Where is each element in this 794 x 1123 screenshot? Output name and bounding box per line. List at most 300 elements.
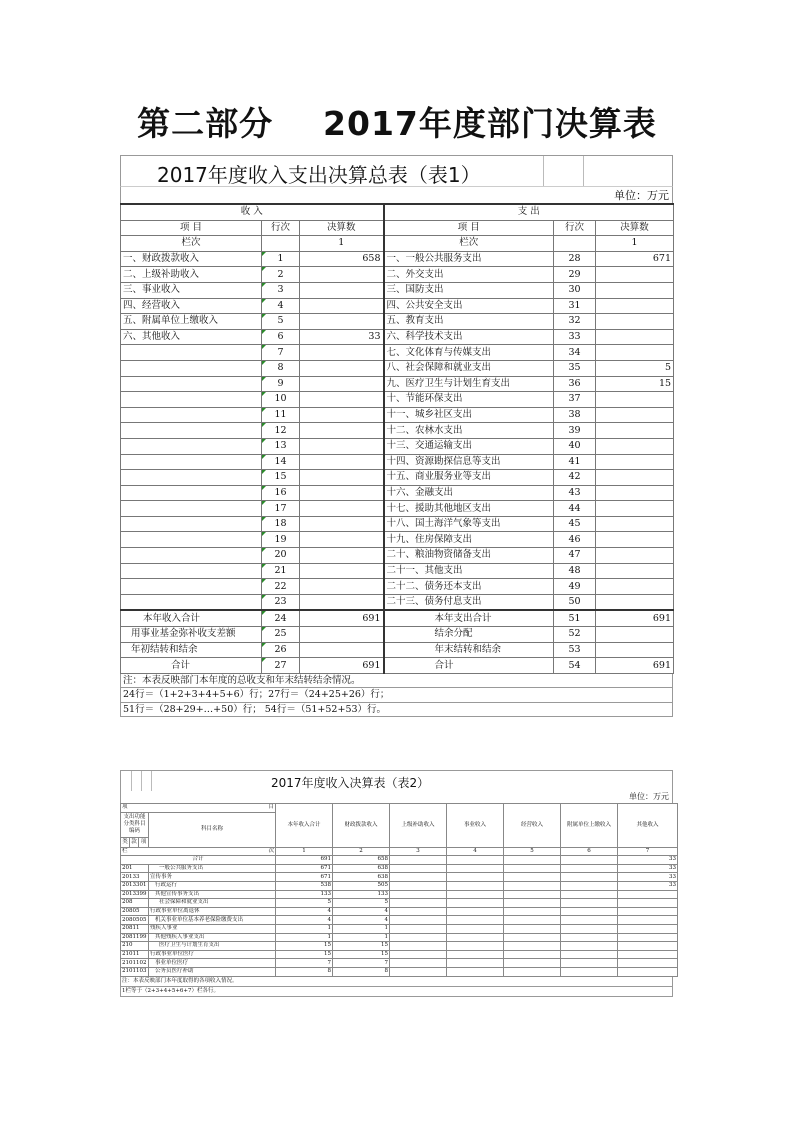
expense-item-header: 项 目 [384,220,554,236]
table2-row-value [618,899,678,908]
income-line-no: 16 [262,485,300,501]
income-amount [300,454,384,470]
summary-income-amount: 691 [300,610,384,626]
income-line-no: 7 [262,345,300,361]
income-item [121,360,262,376]
table2-row-value [561,959,618,968]
expense-item: 十二、农林水支出 [384,423,554,439]
table2-row-value: 15 [276,950,333,959]
expense-item: 十、节能环保支出 [384,392,554,408]
expense-item: 八、社会保障和就业支出 [384,360,554,376]
table2-row-name: 机关事业单位基本养老保险缴费支出 [149,916,276,925]
table2-row-value [390,916,447,925]
table2-row-value [390,924,447,933]
expense-item: 十五、商业服务业等支出 [384,470,554,486]
income-item [121,407,262,423]
table2-row-name: 医疗卫生与计划生育支出 [149,942,276,951]
table2-row-value: 4 [276,907,333,916]
income-amount [300,594,384,610]
income-line-no: 2 [262,267,300,283]
expense-amount-header: 决算数 [596,220,674,236]
expense-amount [596,438,674,454]
income-line-no: 11 [262,407,300,423]
table2-row-value: 5 [276,899,333,908]
table-row [121,454,674,470]
table2-row-value: 33 [618,864,678,873]
table2-row-value: 4 [333,907,390,916]
table2-row-value [390,933,447,942]
table2-total-value: 33 [618,856,678,865]
income-amount [300,516,384,532]
expense-amount [596,532,674,548]
table2-row-name: 行政事业单位离退休 [149,907,276,916]
expense-line-no: 43 [554,485,596,501]
income-line-no: 3 [262,282,300,298]
expense-line-no: 40 [554,438,596,454]
income-line-no: 5 [262,314,300,330]
expense-item: 十一、城乡社区支出 [384,407,554,423]
table2-row-value [561,907,618,916]
summary-income-line: 27 [262,658,300,674]
income-line-no: 10 [262,392,300,408]
income-item [121,470,262,486]
income-amount: 33 [300,329,384,345]
table2-row [121,899,678,908]
table2-row-value [504,942,561,951]
table2-row-code: 2081199 [122,933,147,940]
table2-row-value [561,950,618,959]
expense-line-no: 47 [554,548,596,564]
income-line-no: 1 [262,251,300,267]
table2-row-code: 2013301 [122,882,147,889]
summary-income-item: 合计 [121,658,262,674]
table-row [121,329,674,345]
expense-line-no: 33 [554,329,596,345]
table2-row-value [447,924,504,933]
table2-row [121,890,678,899]
table2-row-value: 8 [276,967,333,976]
table2-total-row [121,856,678,865]
table2-total-value: 691 [276,856,333,865]
table2-row [121,881,678,890]
summary-income-amount [300,642,384,658]
table2-row-value [447,942,504,951]
income-line-no: 12 [262,423,300,439]
table2-row-value [447,933,504,942]
table2-col-number: 1 [276,847,333,856]
table2-row-value: 8 [333,967,390,976]
table2-row-value [504,881,561,890]
table2-row-code: 210 [121,942,149,951]
expense-line-no: 35 [554,360,596,376]
summary-expense-amount: 691 [596,658,674,674]
table2-col-header: 本年收入合计 [276,804,333,848]
table-row [121,594,674,610]
income-line-no: 4 [262,298,300,314]
expense-line-no: 50 [554,594,596,610]
expense-amount [596,548,674,564]
table-row [121,470,674,486]
table1-notes [120,674,673,718]
expense-item: 一、一般公共服务支出 [384,251,554,267]
table2-row-value: 7 [276,959,333,968]
table2-title-bar [120,770,673,791]
table2-col-header: 事业收入 [447,804,504,848]
table2-row-value: 671 [276,864,333,873]
table2-row-value [504,959,561,968]
expense-amount [596,563,674,579]
table2-row-code: 21011 [121,950,149,959]
income-line-no: 20 [262,548,300,564]
income-amount [300,563,384,579]
income-detail-table [120,770,677,997]
expense-line-no: 48 [554,563,596,579]
table2-row-value [447,907,504,916]
expense-line-no: 44 [554,501,596,517]
expense-line-no: 31 [554,298,596,314]
expense-lanci-line [554,236,596,252]
expense-amount [596,392,674,408]
income-item: 六、其他收入 [121,329,262,345]
summary-row [121,642,674,658]
expense-item: 二十、粮油物资储备支出 [384,548,554,564]
table2-row-code: 2080505 [122,916,147,923]
table2-row-value [390,873,447,882]
table2-col-number: 2 [333,847,390,856]
income-line-no: 18 [262,516,300,532]
expense-lanci-label: 栏次 [384,236,554,252]
table2-row-value [561,967,618,976]
table2-lanci-label-right: 次 [268,847,275,854]
income-amount [300,407,384,423]
table-row [121,345,674,361]
table2-row-value [447,864,504,873]
expense-item: 七、文化体育与传媒支出 [384,345,554,361]
table2-row-value [504,950,561,959]
table2-row-code: 208 [121,899,149,908]
table2-row [121,873,678,882]
income-amount [300,485,384,501]
table2-row-value: 33 [618,873,678,882]
summary-expense-line: 51 [554,610,596,626]
table2-total-value [561,856,618,865]
income-lanci-label: 栏次 [121,236,262,252]
table2-row-value [618,924,678,933]
table-row [121,532,674,548]
income-amount [300,579,384,595]
income-item [121,548,262,564]
table2-row-value: 638 [333,873,390,882]
table2-row-value [504,890,561,899]
expense-amount: 671 [596,251,674,267]
income-line-no: 21 [262,563,300,579]
table2-col-number: 5 [504,847,561,856]
expense-line-no: 29 [554,267,596,283]
income-item [121,501,262,517]
expense-item: 十九、住房保障支出 [384,532,554,548]
income-line-no: 23 [262,594,300,610]
expense-lanci-value: 1 [596,236,674,252]
income-line-no: 22 [262,579,300,595]
table2-row-value [561,873,618,882]
table2-row-value [561,881,618,890]
table2-row-value [561,942,618,951]
table2-row-value: 15 [333,942,390,951]
table2-row-value: 1 [333,933,390,942]
income-item [121,594,262,610]
table2-row [121,950,678,959]
table2-row-value [390,899,447,908]
income-line-no: 19 [262,532,300,548]
income-item [121,376,262,392]
expense-item: 十七、援助其他地区支出 [384,501,554,517]
income-line-no: 6 [262,329,300,345]
summary-income-amount [300,627,384,643]
table2-row-name: 事业单位医疗 [149,959,276,968]
income-amount [300,376,384,392]
income-item [121,423,262,439]
table1-grid [120,203,674,674]
table2-row [121,959,678,968]
table2-unit: 单位：万元 [629,792,669,801]
income-amount [300,470,384,486]
page-title: 第二部分 2017年度部门决算表 [137,104,657,143]
table2-row-code: 2013399 [122,890,147,897]
table2-row-value [561,916,618,925]
table2-note-line: 1栏等于（2+3+4+5+6+7）栏各行。 [120,987,673,997]
table2-row-code: 20805 [121,907,149,916]
income-item: 四、经营收入 [121,298,262,314]
table2-row-name: 行政运行 [149,881,276,890]
table2-title: 2017年度收入决算表（表2） [271,776,430,790]
income-item [121,579,262,595]
expense-line-header: 行次 [554,220,596,236]
expense-line-no: 34 [554,345,596,361]
expense-item: 十八、国土海洋气象等支出 [384,516,554,532]
table2-row-value [390,942,447,951]
table2-col-header: 上级补助收入 [390,804,447,848]
table2-row-value [447,890,504,899]
table2-lanci-row [121,847,276,856]
table2-row-name: 宣传事务 [149,873,276,882]
table2-total-value [390,856,447,865]
expense-item: 二十二、债务还本支出 [384,579,554,595]
table2-total-value [504,856,561,865]
table2-row-value: 505 [333,881,390,890]
table2-row-value [504,907,561,916]
expense-amount [596,594,674,610]
income-item [121,345,262,361]
income-amount [300,423,384,439]
table2-row-value [504,873,561,882]
table2-code-header: 支出功能分类科目编码 [121,812,149,837]
table2-row [121,916,678,925]
income-line-no: 14 [262,454,300,470]
expense-line-no: 32 [554,314,596,330]
table-row [121,376,674,392]
expense-amount [596,407,674,423]
table-row [121,579,674,595]
table2-unit-row [120,791,673,803]
expense-item: 九、医疗卫生与计划生育支出 [384,376,554,392]
table2-row-value [504,924,561,933]
table2-col-number: 4 [447,847,504,856]
table2-row-value: 133 [333,890,390,899]
income-item: 三、事业收入 [121,282,262,298]
table2-row [121,942,678,951]
expense-line-no: 49 [554,579,596,595]
table2-col-header: 财政拨款收入 [333,804,390,848]
table2-row-code: 20811 [121,924,149,933]
expense-amount [596,579,674,595]
summary-expense-line: 53 [554,642,596,658]
table2-row [121,967,678,976]
table2-row-value [390,907,447,916]
table2-row-value: 15 [333,950,390,959]
income-amount [300,314,384,330]
table2-row-value: 5 [333,899,390,908]
income-line-no: 15 [262,470,300,486]
table2-row-value [390,950,447,959]
income-amount [300,438,384,454]
table2-row-value [447,899,504,908]
table2-row-value [447,916,504,925]
table2-row [121,907,678,916]
expense-amount [596,345,674,361]
table-row [121,516,674,532]
table2-row-value [618,959,678,968]
expense-amount: 15 [596,376,674,392]
table2-row-value [618,890,678,899]
expense-line-no: 46 [554,532,596,548]
expense-line-no: 36 [554,376,596,392]
summary-expense-amount: 691 [596,610,674,626]
expense-amount: 5 [596,360,674,376]
summary-income-amount: 691 [300,658,384,674]
table-row [121,392,674,408]
table2-row-value: 133 [276,890,333,899]
income-item-header: 项 目 [121,220,262,236]
table1-unit-row [120,186,673,203]
expense-line-no: 30 [554,282,596,298]
table1-note-line: 24行＝（1+2+3+4+5+6）行；27行＝（24+25+26）行； [120,688,673,703]
income-item: 一、财政拨款收入 [121,251,262,267]
table2-class-header: 类 [121,838,130,848]
expense-amount [596,454,674,470]
table-row [121,501,674,517]
table2-row-value [504,916,561,925]
expense-line-no: 37 [554,392,596,408]
income-amount [300,501,384,517]
income-item [121,516,262,532]
table1-unit: 单位：万元 [614,189,669,202]
expense-amount [596,423,674,439]
summary-income-item: 用事业基金弥补收支差额 [121,627,262,643]
income-section-header: 收 入 [121,204,384,220]
expense-section-header: 支 出 [384,204,674,220]
table2-row-value [561,924,618,933]
table2-row-value [390,881,447,890]
expense-item: 四、公共安全支出 [384,298,554,314]
table2-row-code: 2101103 [122,968,147,975]
table2-row-label-right: 目 [268,804,275,811]
summary-income-line: 25 [262,627,300,643]
expense-amount [596,267,674,283]
table-row [121,267,674,283]
table2-row-value [447,950,504,959]
summary-expense-item: 结余分配 [384,627,554,643]
expense-amount [596,329,674,345]
table2-row-value [618,916,678,925]
summary-expense-item: 合计 [384,658,554,674]
expense-item: 六、科学技术支出 [384,329,554,345]
income-item [121,454,262,470]
table2-row-value: 4 [333,916,390,925]
table2-row-value [447,881,504,890]
table1-title: 2017年度收入支出决算总表（表1） [157,163,481,187]
expense-item: 二、外交支出 [384,267,554,283]
table2-row-value [561,933,618,942]
table2-lanci-label: 栏 [122,847,128,854]
summary-income-item: 本年收入合计 [121,610,262,626]
table2-row-code: 201 [121,864,149,873]
table2-col-header: 经营收入 [504,804,561,848]
table-row [121,548,674,564]
income-amount [300,360,384,376]
table2-row-value [504,899,561,908]
table2-row-value [390,864,447,873]
table2-grid [120,803,678,977]
expense-item: 三、国防支出 [384,282,554,298]
summary-expense-item: 年末结转和结余 [384,642,554,658]
table2-row-name: 一般公共服务支出 [149,864,276,873]
table2-row-value: 538 [276,881,333,890]
table1-note-line: 51行＝（28+29+…+50）行； 54行＝（51+52+53）行。 [120,703,673,718]
table2-row-value [561,864,618,873]
income-amount [300,345,384,361]
income-line-no: 8 [262,360,300,376]
summary-expense-amount [596,627,674,643]
income-amount [300,532,384,548]
expense-amount [596,282,674,298]
income-lanci-line [262,236,300,252]
summary-expense-line: 52 [554,627,596,643]
table2-row-value: 638 [333,864,390,873]
income-item [121,563,262,579]
income-line-no: 13 [262,438,300,454]
table2-row [121,924,678,933]
table2-row-code: 2101102 [122,959,147,966]
income-item [121,532,262,548]
table2-item-label-row [121,804,276,813]
table-row [121,407,674,423]
table2-row-name: 社会保障和就业支出 [149,899,276,908]
table2-row-name: 行政事业单位医疗 [149,950,276,959]
table2-row-value: 1 [276,933,333,942]
table-row [121,282,674,298]
table2-row-value: 1 [276,924,333,933]
table2-total-label: 合计 [121,856,276,865]
income-amount [300,282,384,298]
summary-income-line: 26 [262,642,300,658]
table2-total-value [447,856,504,865]
table2-row-value [618,907,678,916]
table2-total-value: 658 [333,856,390,865]
table2-note-line: 注：本表反映部门本年度取得的各项收入情况。 [120,977,673,987]
table1-note-line: 注：本表反映部门本年度的总收支和年末结转结余情况。 [120,674,673,689]
table2-row-value [618,950,678,959]
table2-row-value [447,873,504,882]
